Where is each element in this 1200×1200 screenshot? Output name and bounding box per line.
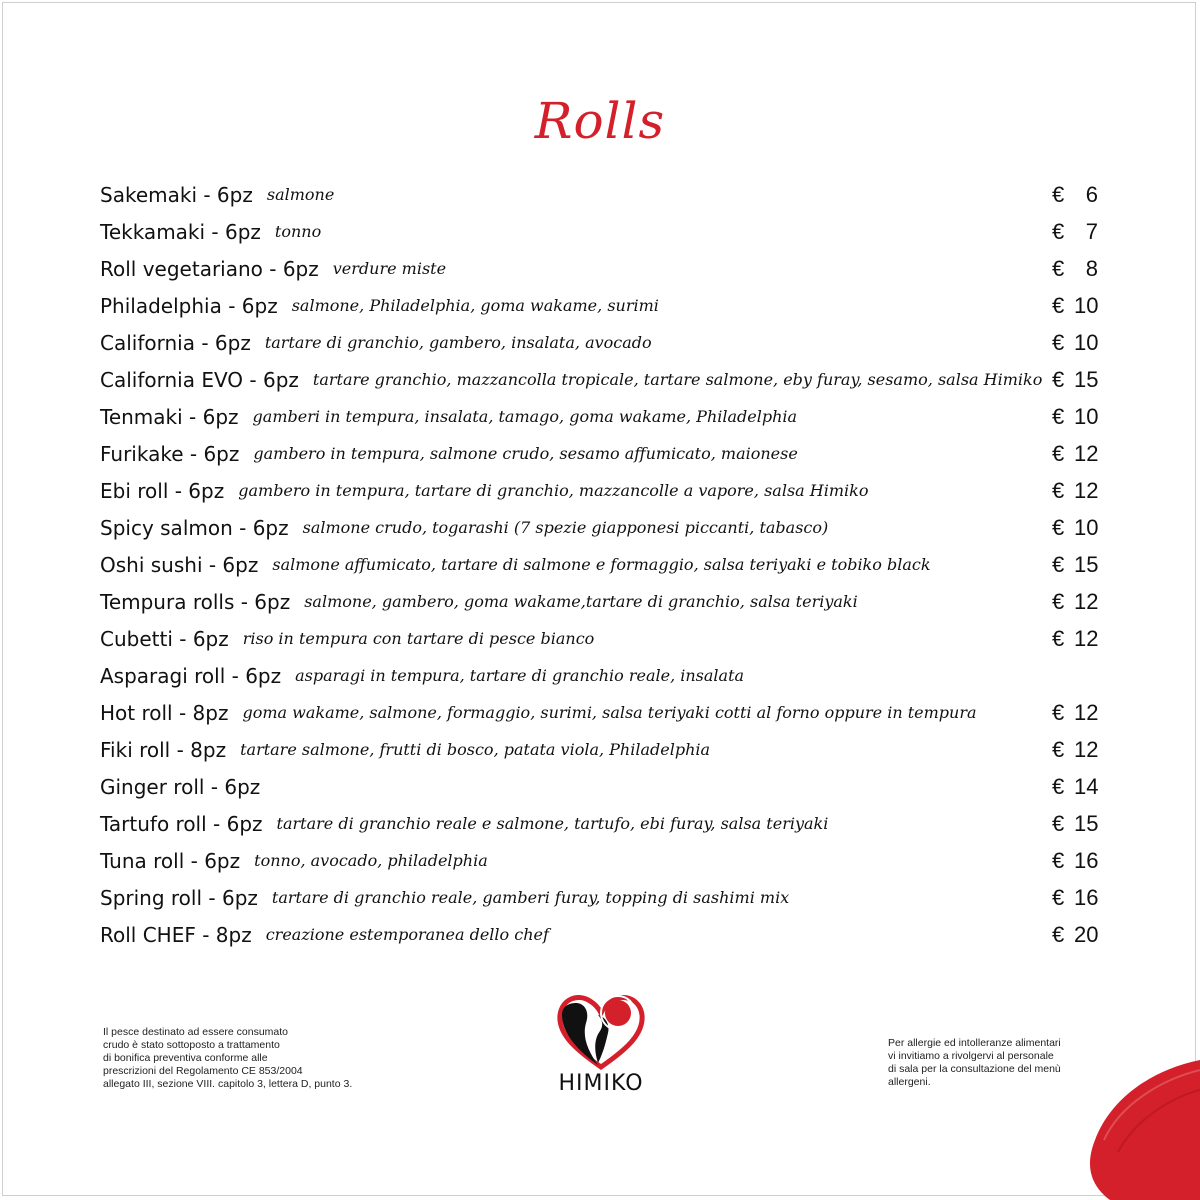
himiko-logo (548, 985, 654, 1105)
price-amount: 12 (1074, 441, 1099, 466)
menu-item-name: California EVO - 6pz (100, 367, 299, 392)
menu-item-name: Tuna roll - 6pz (100, 848, 241, 873)
currency-symbol: € (1052, 774, 1065, 799)
price-amount: 10 (1074, 293, 1099, 318)
menu-item (100, 546, 1100, 583)
menu-item-price (1052, 287, 1100, 324)
price-amount: 14 (1074, 774, 1099, 799)
menu-item-name: Spring roll - 6pz (100, 885, 258, 910)
himiko-logo-icon (548, 985, 654, 1075)
menu-item (100, 509, 1100, 546)
currency-symbol: € (1052, 626, 1065, 651)
menu-item-description: riso in tempura con tartare di pesce bianco (242, 629, 595, 648)
menu-item (100, 916, 1100, 953)
currency-symbol: € (1052, 589, 1065, 614)
menu-item-price (1052, 250, 1100, 287)
menu-item-description: tartare di granchio, gambero, insalata, avocado (264, 333, 652, 352)
allergen-notice-line: Per allergie ed intolleranze alimentari (888, 1037, 1061, 1049)
menu-item-description: tartare di granchio reale e salmone, tartufo, ebi furay, salsa teriyaki (276, 814, 829, 833)
currency-symbol: € (1052, 219, 1065, 244)
fish-notice-line: di bonifica preventiva conforme alle (103, 1052, 268, 1064)
menu-item (100, 287, 1100, 324)
menu-item-price (1052, 731, 1100, 768)
menu-item-description: salmone (266, 185, 335, 204)
menu-item-price (1052, 546, 1100, 583)
menu-item-price (1052, 361, 1100, 398)
menu-item-price (1052, 842, 1100, 879)
fish-treatment-notice (103, 1026, 423, 1091)
menu-item-name: Ginger roll - 6pz (100, 774, 261, 799)
menu-item-price (1052, 324, 1100, 361)
price-amount: 15 (1074, 552, 1099, 577)
menu-item-description: verdure miste (332, 259, 447, 278)
menu-item-price (1052, 694, 1100, 731)
menu-item-description: tartare di granchio reale, gamberi furay, topping di sashimi mix (271, 888, 790, 907)
menu-item-price (1052, 435, 1100, 472)
menu-item-description: asparagi in tempura, tartare di granchio reale, insalata (295, 666, 745, 685)
menu-item (100, 472, 1100, 509)
menu-item-description: salmone, Philadelphia, goma wakame, surimi (291, 296, 659, 315)
menu-item (100, 620, 1100, 657)
price-amount: 15 (1074, 811, 1099, 836)
menu-list (100, 176, 1100, 953)
menu-item-price (1052, 398, 1100, 435)
menu-item-description: creazione estemporanea dello chef (265, 925, 549, 944)
fish-notice-line: prescrizioni del Regolamento CE 853/2004 (103, 1065, 303, 1077)
menu-item (100, 250, 1100, 287)
menu-item (100, 805, 1100, 842)
currency-symbol: € (1052, 700, 1065, 725)
price-amount: 6 (1085, 182, 1098, 207)
menu-item-name: Philadelphia - 6pz (100, 293, 278, 318)
price-amount: 12 (1074, 478, 1099, 503)
currency-symbol: € (1052, 256, 1065, 281)
menu-item-name: Roll vegetariano - 6pz (100, 256, 319, 281)
currency-symbol: € (1052, 404, 1065, 429)
brand-name: HIMIKO (558, 1071, 644, 1096)
currency-symbol: € (1052, 885, 1065, 910)
fish-notice-line: crudo è stato sottoposto a trattamento (103, 1039, 280, 1051)
menu-item (100, 176, 1100, 213)
menu-item-price (1052, 472, 1100, 509)
menu-item-name: Tenmaki - 6pz (100, 404, 239, 429)
menu-item-price (1052, 879, 1100, 916)
menu-item-description: tonno (274, 222, 322, 241)
currency-symbol: € (1052, 441, 1065, 466)
menu-item-name: Hot roll - 8pz (100, 700, 229, 725)
menu-item-name: Tekkamaki - 6pz (100, 219, 261, 244)
menu-item (100, 324, 1100, 361)
menu-item-price (1052, 213, 1100, 250)
currency-symbol: € (1052, 811, 1065, 836)
menu-item-name: Roll CHEF - 8pz (100, 922, 252, 947)
section-title: Rolls (534, 92, 666, 150)
menu-item-description: tonno, avocado, philadelphia (254, 851, 488, 870)
menu-item-description: salmone affumicato, tartare di salmone e formaggio, salsa teriyaki e tobiko black (272, 555, 931, 574)
price-amount: 10 (1074, 515, 1099, 540)
menu-item-description: gambero in tempura, salmone crudo, sesamo affumicato, maionese (253, 444, 798, 463)
price-amount: 8 (1085, 256, 1098, 281)
allergen-notice-line: allergeni. (888, 1076, 931, 1088)
menu-item (100, 361, 1100, 398)
currency-symbol: € (1052, 330, 1065, 355)
red-brush-stroke (1000, 1040, 1200, 1200)
currency-symbol: € (1052, 367, 1065, 392)
fish-notice-line: allegato III, sezione VIII. capitolo 3, lettera D, punto 3. (103, 1078, 353, 1090)
price-amount: 16 (1074, 885, 1099, 910)
fish-notice-line: Il pesce destinato ad essere consumato (103, 1026, 289, 1038)
price-amount: 10 (1074, 330, 1099, 355)
menu-item-name: Spicy salmon - 6pz (100, 515, 289, 540)
currency-symbol: € (1052, 552, 1065, 577)
menu-item (100, 694, 1100, 731)
currency-symbol: € (1052, 922, 1065, 947)
menu-item-name: Tempura rolls - 6pz (100, 589, 291, 614)
menu-item-description: salmone, gambero, goma wakame,tartare di granchio, salsa teriyaki (304, 592, 858, 611)
menu-item-description: salmone crudo, togarashi (7 spezie giapponesi piccanti, tabasco) (302, 518, 829, 537)
menu-item-price (1052, 805, 1100, 842)
menu-item-name: California - 6pz (100, 330, 251, 355)
allergen-notice-line: di sala per la consultazione del menù (888, 1063, 1061, 1075)
currency-symbol: € (1052, 293, 1065, 318)
currency-symbol: € (1052, 848, 1065, 873)
price-amount: 15 (1074, 367, 1099, 392)
menu-item-price (1052, 620, 1100, 657)
menu-item-description: goma wakame, salmone, formaggio, surimi, salsa teriyaki cotti al forno oppure in tempura (242, 703, 977, 722)
menu-item-name: Asparagi roll - 6pz (100, 663, 282, 688)
menu-item-name: Fiki roll - 8pz (100, 737, 227, 762)
menu-item-price (1052, 583, 1100, 620)
price-amount: 12 (1074, 737, 1099, 762)
menu-item-description: tartare granchio, mazzancolla tropicale, tartare salmone, eby furay, sesamo, salsa Himiko (312, 370, 1043, 389)
currency-symbol: € (1052, 182, 1065, 207)
currency-symbol: € (1052, 515, 1065, 540)
price-amount: 20 (1074, 922, 1099, 947)
price-amount: 12 (1074, 700, 1099, 725)
menu-item-description: tartare salmone, frutti di bosco, patata viola, Philadelphia (240, 740, 711, 759)
menu-item-name: Oshi sushi - 6pz (100, 552, 259, 577)
currency-symbol: € (1052, 478, 1065, 503)
menu-item (100, 583, 1100, 620)
price-amount: 10 (1074, 404, 1099, 429)
menu-item-price (1052, 768, 1100, 805)
allergen-notice-line: vi invitiamo a rivolgervi al personale (888, 1050, 1054, 1062)
menu-item (100, 842, 1100, 879)
menu-item-name: Cubetti - 6pz (100, 626, 229, 651)
menu-item-price (1052, 509, 1100, 546)
menu-item (100, 398, 1100, 435)
menu-item-description: gamberi in tempura, insalata, tamago, goma wakame, Philadelphia (252, 407, 798, 426)
menu-item-name: Tartufo roll - 6pz (100, 811, 263, 836)
menu-item-name: Ebi roll - 6pz (100, 478, 225, 503)
menu-item (100, 879, 1100, 916)
menu-item (100, 435, 1100, 472)
menu-item-name: Sakemaki - 6pz (100, 182, 253, 207)
menu-item (100, 213, 1100, 250)
menu-item (100, 768, 1100, 805)
price-amount: 12 (1074, 589, 1099, 614)
menu-item-name: Furikake - 6pz (100, 441, 240, 466)
price-amount: 16 (1074, 848, 1099, 873)
menu-item-price (1052, 176, 1100, 213)
menu-item (100, 731, 1100, 768)
menu-item-price (1052, 916, 1100, 953)
menu-item (100, 657, 1100, 694)
price-amount: 12 (1074, 626, 1099, 651)
price-amount: 7 (1085, 219, 1098, 244)
menu-item-description: gambero in tempura, tartare di granchio, mazzancolle a vapore, salsa Himiko (238, 481, 869, 500)
currency-symbol: € (1052, 737, 1065, 762)
